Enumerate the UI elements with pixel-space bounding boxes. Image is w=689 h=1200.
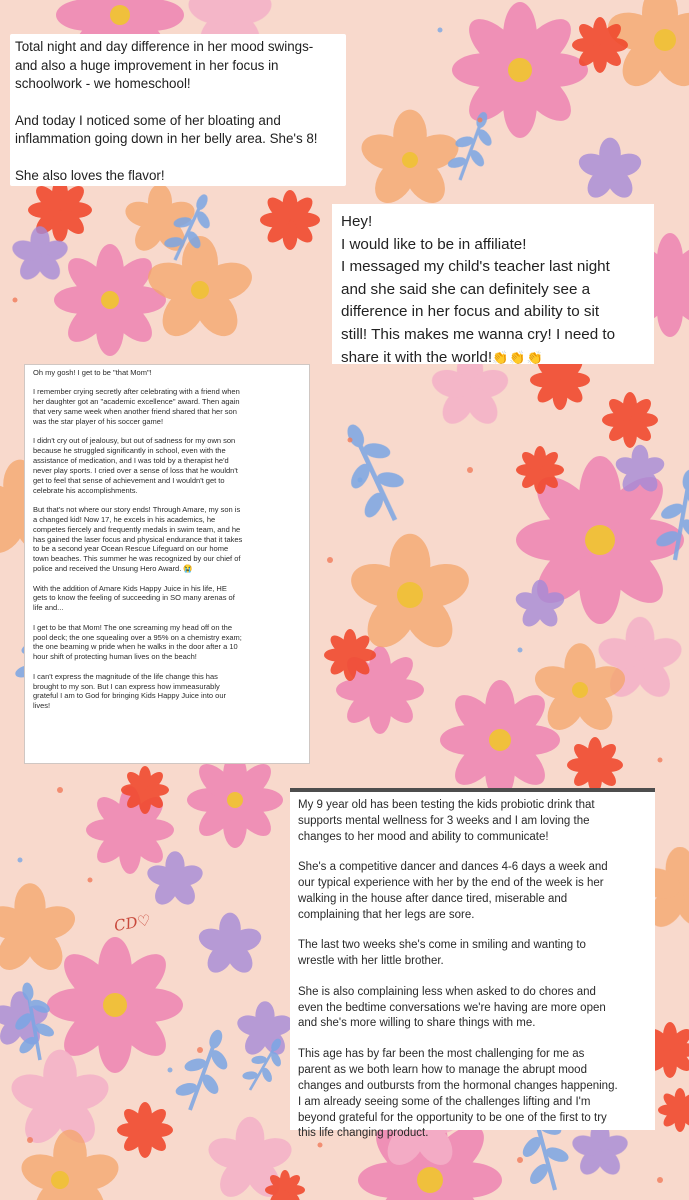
card2-message [341, 211, 646, 369]
handwritten-signature: CD♡ [112, 910, 153, 936]
card3-paragraph: I get to be that Mom! The one screaming my head off on the pool deck; the one squealing over a 95% on a chemistry exam; the one beaming w pride when he walks in the door after a 10 hour shift of protecting human lives on the beach! [33, 622, 242, 662]
card2-text: Hey! I would like to be in affiliate! I messaged my child's teacher last night and she said she can definitely see a difference in her focus and ability to sit still! This makes me wanna cry! I need to share it with the world! [341, 213, 616, 366]
card3-paragraph: I remember crying secretly after celebrating with a friend when her daughter got an "academic excellence" award. Then again that very same week when another friend shared that her son was the star player of his soccer game! [33, 387, 240, 426]
card3-paragraph: With the addition of Amare Kids Happy Juice in his life, HE gets to know the feeling of succeeding in SO many arenas of life and... [33, 583, 235, 613]
testimonial-card-mood-focus [10, 34, 346, 186]
card4-paragraph: She is also complaining less when asked to do chores and even the bedtime conversations we're having are more open and she's more willing to share things with me. [298, 985, 606, 1030]
card4-paragraph: The last two weeks she's come in smiling and wanting to wrestle with her little brother. [298, 939, 586, 968]
card4-paragraph: This age has by far been the most challenging for me as parent as we both learn how to manage the abrupt mood changes and outbursts from the hormonal changes happening. I am already seeing some of the challenges lifting and I'm beyond grateful for the opportunity to be one of the first to try this life changing product. [298, 1047, 618, 1140]
card3-paragraph: I can't express the magnitude of the life change this has brought to my son. But I can express how immeasurably grateful I am to God for bringing Kids Happy Juice into our lives! [33, 671, 227, 711]
card1-paragraph: And today I noticed some of her bloating and inflammation going down in her belly area. She's 8! [15, 112, 318, 147]
testimonial-card-that-mom [24, 364, 310, 764]
clapping-hands-emoji: 👏👏👏 [492, 349, 544, 365]
testimonial-card-dancer [290, 788, 655, 1140]
card4-paragraph: She's a competitive dancer and dances 4-6 days a week and our typical experience with her by the end of the week is her walking in the house after dance tired, miserable and complaining that her legs are sore. [298, 861, 608, 921]
testimonial-card-affiliate [332, 204, 654, 364]
card3-paragraph: I didn't cry out of jealousy, but out of sadness for my own son because he struggled significantly in school, even with the assistance of medication, and I was told by a therapist he'd never play sports. I cried over a sense of loss that he wouldn't get to feel that sense of achievement and I wouldn't get to celebrate his accomplishments. [33, 436, 238, 495]
card3-paragraph: But that's not where our story ends! Through Amare, my son is a changed kid! Now 17, he excels in his academics, he competes fiercely and frequently medals in swim team, and he has gained the laser focus and physical endurance that it takes to be a second year Ocean Rescue Lifeguard on our home town beaches. This summer he was recognized by our chief of police and received the Unsung Hero Award. 😭 [33, 505, 243, 574]
card4-paragraph: My 9 year old has been testing the kids probiotic drink that supports mental wellness for 3 weeks and I am loving the changes to her mood and ability to communicate! [298, 799, 595, 843]
card1-paragraph: Total night and day difference in her mood swings- and also a huge improvement in her focus in schoolwork - we homeschool! [15, 39, 314, 92]
card1-paragraph: She also loves the flavor! [15, 167, 165, 183]
card3-paragraph: Oh my gosh! I get to be "that Mom"! [33, 368, 152, 377]
